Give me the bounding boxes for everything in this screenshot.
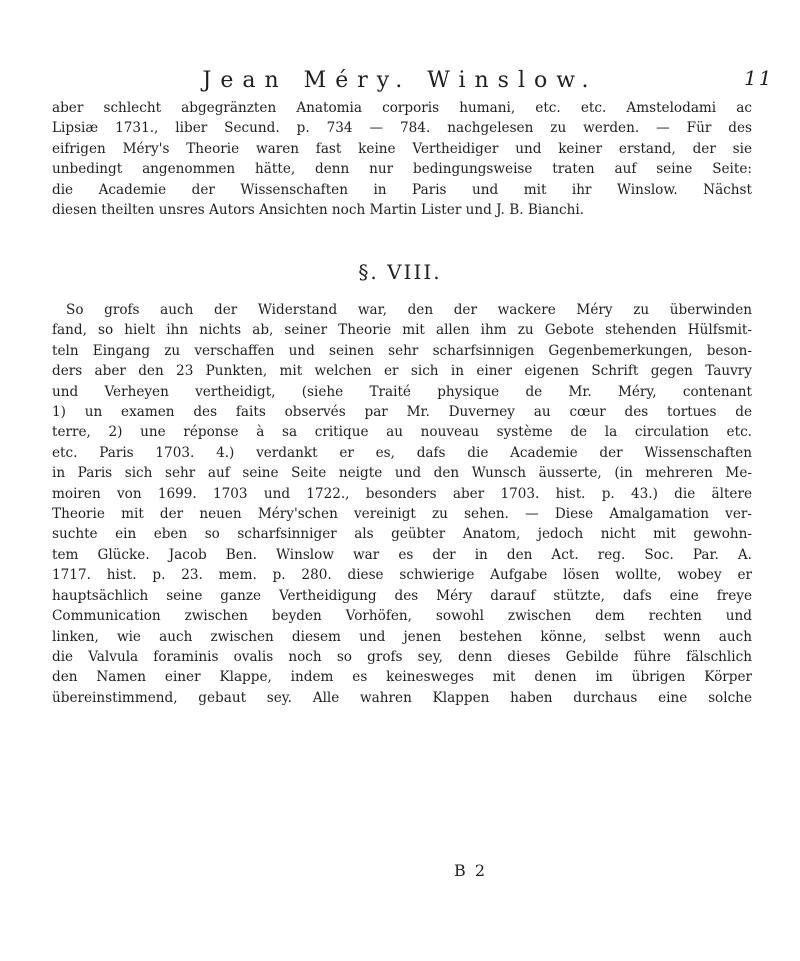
- text-line: terre, 2) une réponse à sa critique au nouveau système de la circulation etc.: [52, 424, 752, 441]
- text-line: den Namen einer Klappe, indem es keinesweges mit denen im übrigen Körper: [52, 669, 752, 686]
- text-line: die Academie der Wissenschaften in Paris und mit ihr Winslow. Nächst: [52, 181, 752, 198]
- text-line: diesen theilten unsres Autors Ansichten noch Martin Lister und J. B. Bianchi.: [52, 202, 585, 219]
- text-line: Communication zwischen beyden Vorhöfen, sowohl zwischen dem rechten und: [52, 608, 752, 625]
- text-line: eifrigen Méry's Theorie waren fast keine Vertheidiger und keiner erstand, der sie: [52, 140, 752, 157]
- section-heading: §. VIII.: [358, 260, 442, 284]
- text-line: fand, so hielt ihn nichts ab, seiner Theorie mit allen ihm zu Gebote stehenden Hülfsmit-: [52, 322, 752, 339]
- text-line: unbedingt angenommen hätte, denn nur bedingungsweise traten auf seine Seite:: [52, 161, 752, 178]
- text-line: übereinstimmend, gebaut sey. Alle wahren Klappen haben durchaus eine solche: [52, 689, 752, 706]
- text-line: Theorie mit der neuen Méry'schen vereinigt zu sehen. — Diese Amalgamation ver-: [52, 506, 752, 523]
- paragraph-2: [52, 300, 752, 708]
- paragraph-1: [52, 98, 752, 220]
- text-line: etc. Paris 1703. 4.) verdankt er es, dafs die Academie der Wissenschaften: [52, 444, 752, 461]
- text-line: moiren von 1699. 1703 und 1722., besonders aber 1703. hist. p. 43.) die ältere: [52, 485, 752, 502]
- page-number: 11: [744, 66, 774, 90]
- text-line: die Valvula foraminis ovalis noch so grofs sey, denn dieses Gebilde führe fälschlich: [52, 648, 752, 665]
- text-line: 1) un examen des faits observés par Mr. Duverney au cœur des tortues de: [52, 404, 752, 421]
- running-header: Jean Méry. Winslow.: [202, 68, 598, 93]
- text-line: und Verheyen vertheidigt, (siehe Traité physique de Mr. Méry, contenant: [52, 383, 752, 400]
- text-line: ders aber den 23 Punkten, mit welchen er sich in einer eigenen Schrift gegen Tauvry: [52, 363, 752, 380]
- text-line: 1717. hist. p. 23. mem. p. 280. diese schwierige Aufgabe lösen wollte, wobey er: [52, 567, 752, 584]
- text-line: teln Eingang zu verschaffen und seinen sehr scharfsinnigen Gegenbemerkungen, beson-: [52, 342, 752, 359]
- text-line: So grofs auch der Widerstand war, den der wackere Méry zu überwinden: [66, 302, 752, 318]
- text-line: linken, wie auch zwischen diesem und jenen bestehen könne, selbst wenn auch: [52, 628, 752, 645]
- text-line: hauptsächlich seine ganze Vertheidigung des Méry darauf stützte, dafs eine freye: [52, 587, 752, 604]
- signature-mark: B 2: [454, 861, 488, 880]
- text-line: aber schlecht abgegränzten Anatomia corporis humani, etc. etc. Amstelodami ac: [52, 100, 752, 116]
- text-line: in Paris sich sehr auf seine Seite neigte und den Wunsch äusserte, (in mehreren Me-: [52, 465, 752, 482]
- text-line: tem Glücke. Jacob Ben. Winslow war es der in den Act. reg. Soc. Par. A.: [52, 546, 752, 563]
- text-line: suchte ein eben so scharfsinniger als geübter Anatom, jedoch nicht mit gewohn-: [52, 526, 752, 543]
- text-line: Lipsiæ 1731., liber Secund. p. 734 — 784. nachgelesen zu werden. — Für des: [52, 120, 752, 137]
